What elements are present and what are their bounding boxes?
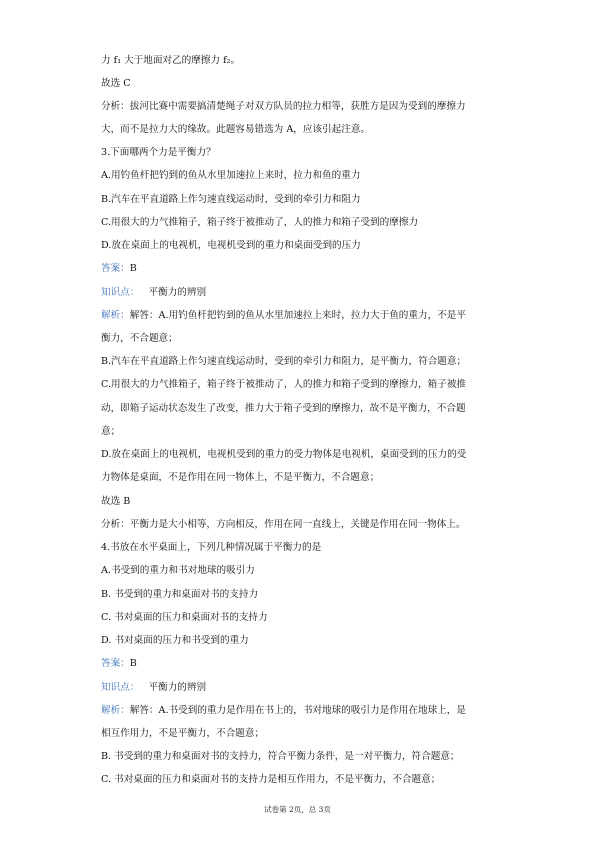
knowledge-line [101, 681, 501, 694]
answer-label: 答案： [101, 658, 130, 669]
text-line: C. 书对桌面的压力和桌面对书的支持力是相互作用力，不是平衡力，不合题意； [101, 774, 441, 785]
option-d: D. 书对桌面的压力和书受到的重力 [101, 635, 249, 646]
knowledge-value: 平衡力的辨别 [148, 682, 207, 693]
text-line: 故选 B [101, 496, 131, 507]
text-line: B. 书受到的重力和桌面对书的支持力，符合平衡力条件，是一对平衡力，符合题意； [101, 751, 460, 762]
question-title: 3.下面哪两个力是平衡力？ [101, 147, 216, 158]
text-line: D.放在桌面上的电视机，电视机受到的重力的受力物体是电视机，桌面受到的压力的受 [101, 449, 467, 460]
analysis-line: 解析：解答：A.书受到的重力是作用在书上的，书对地球的吸引力是作用在地球上，是 [101, 705, 466, 716]
text-line: 意； [101, 426, 121, 437]
analysis-line: 解析：解答：A.用钓鱼杆把钓到的鱼从水里加速拉上来时，拉力大于鱼的重力，不是平 [101, 310, 466, 321]
knowledge-line [101, 286, 501, 299]
text-line: 相互作用力，不是平衡力，不合题意； [101, 728, 265, 739]
answer-value: B [129, 263, 137, 274]
knowledge-value: 平衡力的辨别 [148, 287, 207, 298]
answer-label: 答案： [101, 263, 130, 274]
text-line: 分析：平衡力是大小相等，方向相反，作用在同一直线上，关键是作用在同一物体上。 [101, 519, 466, 530]
text-line: B.汽车在平直道路上作匀速直线运动时，受到的牵引力和阻力，是平衡力，符合题意； [101, 356, 467, 367]
question-title: 4.书放在水平桌面上，下列几种情况属于平衡力的是 [101, 542, 322, 553]
text-line: 动，即箱子运动状态发生了改变，推力大于箱子受到的摩擦力，故不是平衡力，不合题 [101, 403, 466, 414]
text-line: 力物体是桌面，不是作用在同一物体上，不是平衡力，不合题意； [101, 472, 380, 483]
text-line: 大，而不是拉力大的缘故。此题容易错选为 A，应该引起注意。 [101, 124, 371, 135]
option-d: D.放在桌面上的电视机，电视机受到的重力和桌面受到的压力 [101, 240, 361, 251]
text-line: 故选 C [101, 78, 131, 89]
option-b: B. 书受到的重力和桌面对书的支持力 [101, 589, 259, 600]
analysis-label: 解析： [101, 705, 130, 716]
answer-line [101, 657, 501, 670]
answer-value: B [129, 658, 137, 669]
knowledge-label: 知识点： [101, 287, 140, 298]
option-b: B.汽车在平直道路上作匀速直线运动时，受到的牵引力和阻力 [101, 194, 361, 205]
option-c: C. 书对桌面的压力和桌面对书的支持力 [101, 612, 268, 623]
text-line: 衡力，不合题意； [101, 333, 178, 344]
text-line: 分析：拔河比赛中需要搞清楚绳子对双方队员的拉力相等，获胜方是因为受到的摩擦力 [101, 101, 466, 112]
text-line: C.用很大的力气推箱子，箱子终于被推动了，人的推力和箱子受到的摩擦力，箱子被推 [101, 379, 467, 390]
option-c: C.用很大的力气推箱子，箱子终于被推动了，人的推力和箱子受到的摩擦力 [101, 217, 419, 228]
knowledge-label: 知识点： [101, 682, 140, 693]
page-footer: 试卷第 2页，总 3页 [264, 805, 331, 814]
analysis-label: 解析： [101, 310, 130, 321]
text-line: 力 f₁ 大于地面对乙的摩擦力 f₂。 [101, 55, 241, 66]
answer-line [101, 262, 501, 275]
option-a: A.书受到的重力和书对地球的吸引力 [101, 565, 255, 576]
option-a: A.用钓鱼杆把钓到的鱼从水里加速拉上来时，拉力和鱼的重力 [101, 170, 361, 181]
